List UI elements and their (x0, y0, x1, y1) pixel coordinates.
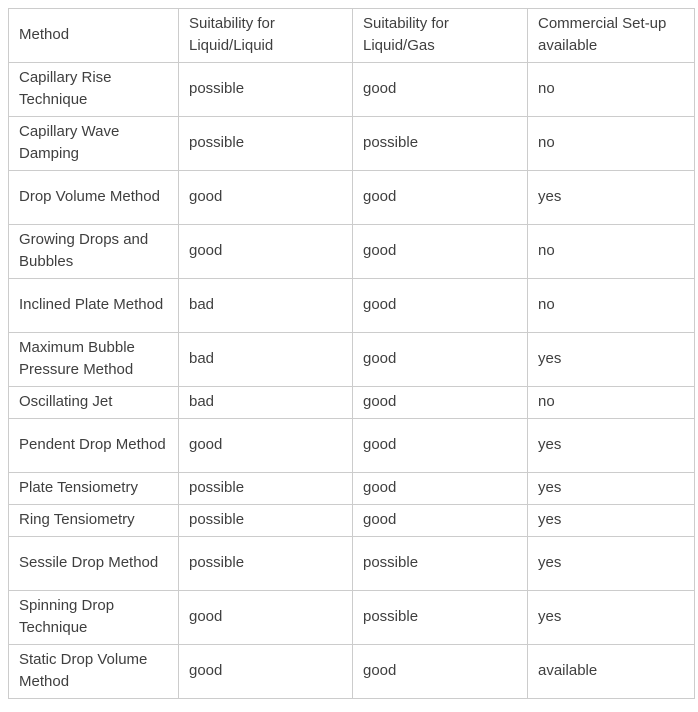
table-row (9, 171, 695, 225)
method-cell: Growing Drops and Bubbles (9, 225, 179, 279)
liquid-liquid-cell: possible (179, 63, 353, 117)
commercial-setup-cell: no (528, 225, 695, 279)
commercial-setup-cell: no (528, 117, 695, 171)
header-row (9, 9, 695, 63)
method-cell: Oscillating Jet (9, 387, 179, 419)
method-cell: Capillary Wave Damping (9, 117, 179, 171)
table-row (9, 225, 695, 279)
liquid-gas-cell: possible (353, 591, 528, 645)
liquid-liquid-cell: bad (179, 387, 353, 419)
liquid-gas-cell: good (353, 225, 528, 279)
commercial-setup-cell: yes (528, 537, 695, 591)
table-row (9, 387, 695, 419)
liquid-liquid-cell: bad (179, 333, 353, 387)
liquid-liquid-cell: possible (179, 505, 353, 537)
table-row (9, 63, 695, 117)
liquid-liquid-cell: good (179, 225, 353, 279)
liquid-gas-cell: possible (353, 537, 528, 591)
liquid-gas-cell: good (353, 333, 528, 387)
liquid-gas-cell: good (353, 419, 528, 473)
liquid-gas-cell: good (353, 279, 528, 333)
liquid-liquid-cell: possible (179, 117, 353, 171)
table-row (9, 645, 695, 699)
method-cell: Pendent Drop Method (9, 419, 179, 473)
commercial-setup-cell: yes (528, 505, 695, 537)
table-row (9, 537, 695, 591)
liquid-gas-cell: good (353, 505, 528, 537)
liquid-liquid-cell: possible (179, 473, 353, 505)
liquid-liquid-cell: good (179, 419, 353, 473)
commercial-setup-cell: yes (528, 333, 695, 387)
table-row (9, 419, 695, 473)
table-row (9, 473, 695, 505)
liquid-liquid-cell: possible (179, 537, 353, 591)
method-cell: Inclined Plate Method (9, 279, 179, 333)
liquid-liquid-cell: bad (179, 279, 353, 333)
commercial-setup-cell: no (528, 279, 695, 333)
table-row (9, 591, 695, 645)
commercial-setup-cell: yes (528, 591, 695, 645)
method-cell: Spinning Drop Technique (9, 591, 179, 645)
method-cell: Sessile Drop Method (9, 537, 179, 591)
liquid-gas-cell: good (353, 171, 528, 225)
commercial-setup-cell: yes (528, 171, 695, 225)
method-cell: Maximum Bubble Pressure Method (9, 333, 179, 387)
liquid-gas-cell: possible (353, 117, 528, 171)
method-cell: Drop Volume Method (9, 171, 179, 225)
method-cell: Ring Tensiometry (9, 505, 179, 537)
table-row (9, 333, 695, 387)
liquid-gas-cell: good (353, 645, 528, 699)
table-row (9, 279, 695, 333)
column-header-liquid-liquid: Suitability for Liquid/Liquid (179, 9, 353, 63)
table-row (9, 117, 695, 171)
surface-tension-methods-table (8, 8, 695, 699)
liquid-liquid-cell: good (179, 171, 353, 225)
liquid-liquid-cell: good (179, 591, 353, 645)
commercial-setup-cell: available (528, 645, 695, 699)
commercial-setup-cell: yes (528, 473, 695, 505)
method-cell: Static Drop Volume Method (9, 645, 179, 699)
liquid-gas-cell: good (353, 387, 528, 419)
method-cell: Plate Tensiometry (9, 473, 179, 505)
commercial-setup-cell: yes (528, 419, 695, 473)
liquid-gas-cell: good (353, 63, 528, 117)
method-cell: Capillary Rise Technique (9, 63, 179, 117)
column-header-liquid-gas: Suitability for Liquid/Gas (353, 9, 528, 63)
commercial-setup-cell: no (528, 387, 695, 419)
table-row (9, 505, 695, 537)
commercial-setup-cell: no (528, 63, 695, 117)
liquid-gas-cell: good (353, 473, 528, 505)
liquid-liquid-cell: good (179, 645, 353, 699)
column-header-commercial: Commercial Set-up available (528, 9, 695, 63)
column-header-method: Method (9, 9, 179, 63)
